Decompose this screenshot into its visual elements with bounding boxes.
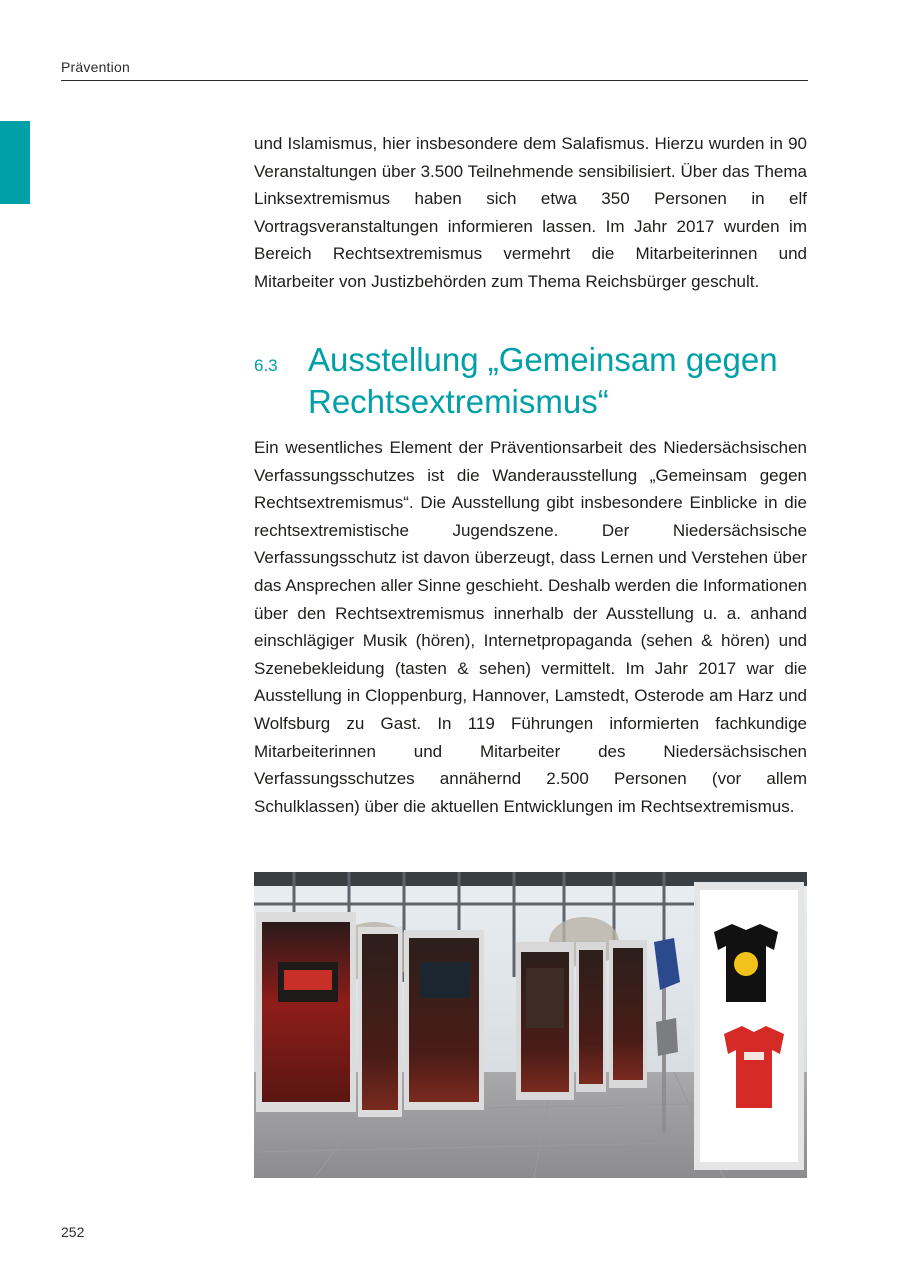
exhibition-photo	[254, 872, 807, 1178]
section-title: Ausstellung „Gemeinsam gegen Rechtsextremismus“	[308, 341, 778, 420]
chapter-tab-marker	[0, 121, 30, 204]
running-header: Prävention	[61, 59, 130, 75]
header-rule	[61, 80, 808, 81]
section-body-paragraph: Ein wesentliches Element der Präventionsarbeit des Niedersächsischen Verfassungsschutzes ist die Wanderausstellung „Gemeinsam gegen Rechtsextremismus“. Die Ausstellung gibt insbesondere Einblicke in die rechtsextremistische Jugendszene. Der Niedersächsische Verfassungsschutz ist davon überzeugt, dass Lernen und Verstehen über das Ansprechen aller Sinne geschieht. Deshalb werden die Informationen über den Rechtsextremismus innerhalb der Ausstellung u. a. anhand einschlägiger Musik (hören), Internetpropaganda (sehen & hören) und Szenebekleidung (tasten & sehen) vermittelt. Im Jahr 2017 war die Ausstellung in Cloppenburg, Hannover, Lamstedt, Osterode am Harz und Wolfsburg zu Gast. In 119 Führungen informierten fachkundige Mitarbeiterinnen und Mitarbeiter des Niedersächsischen Verfassungsschutzes annähernd 2.500 Personen (vor allem Schulklassen) über die aktuellen Entwicklungen im Rechtsextremismus.	[254, 438, 807, 816]
section-number: 6.3	[254, 356, 278, 375]
intro-paragraph: und Islamismus, hier insbesondere dem Salafismus. Hierzu wurden in 90 Veranstaltungen über 3.500 Teilnehmende sensibilisiert. Über das Thema Linksextremismus haben sich etwa 350 Personen in elf Vortragsveranstaltungen informieren lassen. Im Jahr 2017 wurden im Bereich Rechtsextremismus vermehrt die Mitarbeiterinnen und Mitarbeiter von Justizbehörden zum Thema Reichsbürger geschult.	[254, 134, 807, 291]
page-number: 252	[61, 1224, 85, 1240]
